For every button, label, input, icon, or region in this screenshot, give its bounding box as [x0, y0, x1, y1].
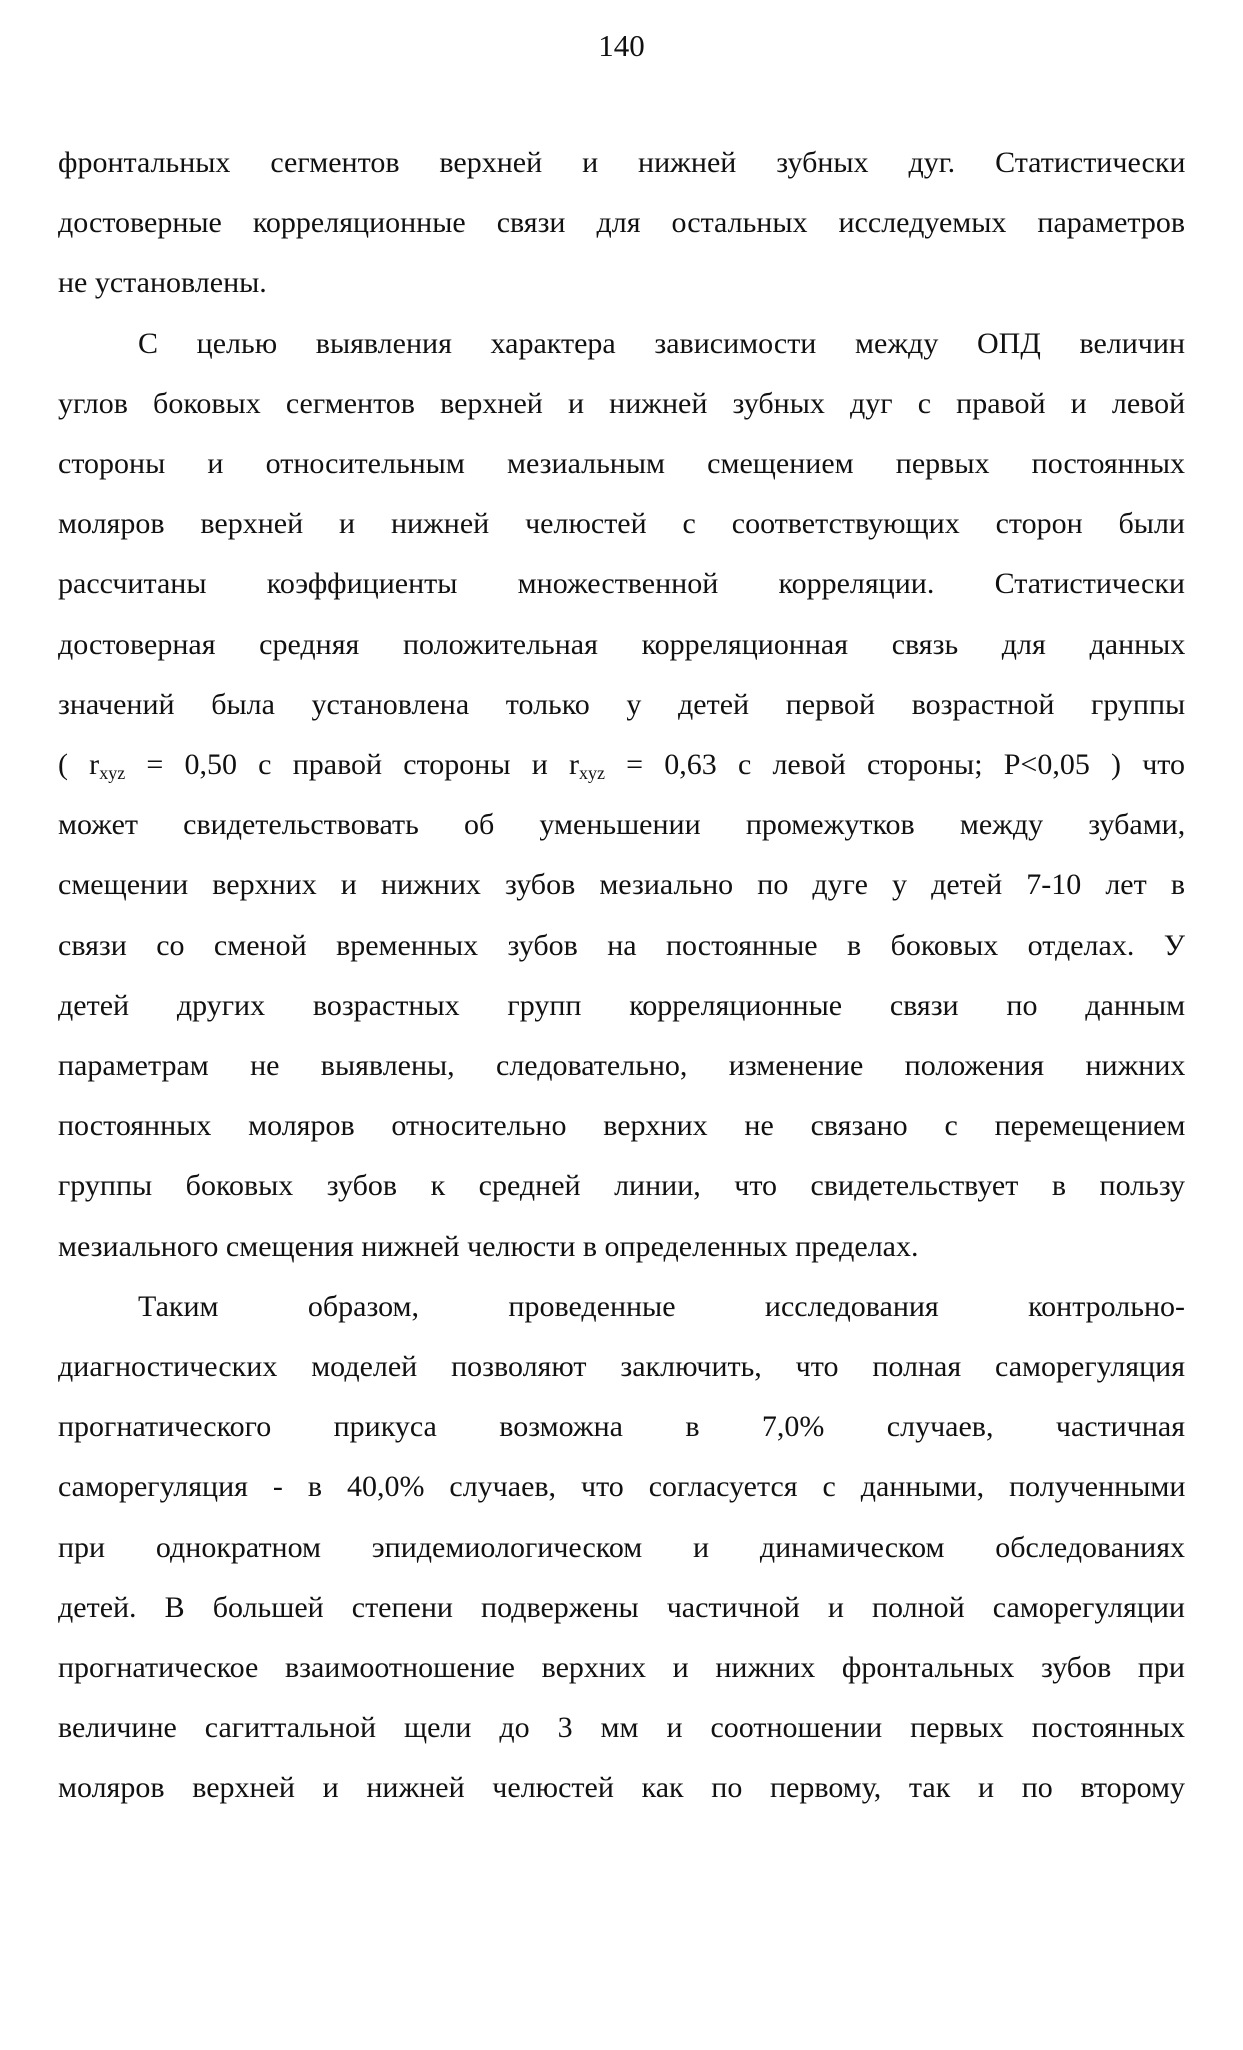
text-line: достоверные корреляционные связи для остальных исследуемых параметров	[58, 206, 1186, 240]
formula-mid-1: = 0,50 с правой стороны и r	[125, 748, 579, 782]
text-line: прогнатическое взаимоотношение верхних и нижних фронтальных зубов при	[58, 1651, 1185, 1685]
text-line: смещении верхних и нижних зубов мезиально по дуге у детей 7-10 лет в	[58, 868, 1185, 902]
text-line: параметрам не выявлены, следовательно, изменение положения нижних	[58, 1049, 1186, 1083]
formula-line	[58, 735, 1185, 795]
formula-open: ( r	[58, 748, 100, 782]
text-line: связи со сменой временных зубов на постоянные в боковых отделах. У	[58, 928, 1185, 962]
formula-mid-2: = 0,63 с левой стороны; P<0,05 ) что	[604, 748, 1186, 782]
text-line: диагностических моделей позволяют заключить, что полная саморегуляция	[58, 1350, 1185, 1384]
text-line: детей. В большей степени подвержены частичной и полной саморегуляции	[58, 1590, 1185, 1624]
subscript-xyz: xyz	[578, 763, 605, 784]
paragraph-2	[58, 314, 1185, 1277]
text-line: мезиального смещения нижней челюсти в определенных пределах.	[58, 1229, 919, 1263]
text-line: моляров верхней и нижней челюстей как по первому, так и по второму	[58, 1771, 1185, 1805]
text-line: фронтальных сегментов верхней и нижней зубных дуг. Статистически	[58, 146, 1186, 179]
text-line: величине сагиттальной щели до 3 мм и соотношении первых постоянных	[58, 1711, 1186, 1745]
text-line: рассчитаны коэффициенты множественной корреляции. Статистически	[58, 567, 1185, 601]
text-line: саморегуляция - в 40,0% случаев, что согласуется с данными, полученными	[58, 1470, 1186, 1504]
text-line: может свидетельствовать об уменьшении промежутков между зубами,	[58, 808, 1186, 842]
text-line: стороны и относительным мезиальным смещением первых постоянных	[58, 447, 1185, 481]
text-line: при однократном эпидемиологическом и динамическом обследованиях	[58, 1530, 1185, 1564]
text-line: не установлены.	[58, 266, 267, 300]
text-line: углов боковых сегментов верхней и нижней зубных дуг с правой и левой	[58, 386, 1186, 420]
body-text	[58, 133, 1185, 1819]
text-line: значений была установлена только у детей первой возрастной группы	[58, 687, 1186, 721]
paragraph-3	[58, 1277, 1185, 1819]
text-line: группы боковых зубов к средней линии, что свидетельствует в пользу	[58, 1169, 1186, 1203]
paragraph-1	[58, 133, 1185, 314]
text-line: моляров верхней и нижней челюстей с соответствующих сторон были	[58, 507, 1185, 541]
text-line: Таким образом, проведенные исследования контрольно-	[138, 1289, 1185, 1323]
text-line: С целью выявления характера зависимости между ОПД величин	[138, 326, 1185, 360]
text-line: детей других возрастных групп корреляционные связи по данным	[58, 988, 1186, 1022]
text-line: прогнатического прикуса возможна в 7,0% случаев, частичная	[58, 1410, 1185, 1444]
text-line: достоверная средняя положительная корреляционная связь для данных	[58, 627, 1186, 661]
page-number: 140	[598, 28, 645, 63]
subscript-xyz: xyz	[99, 763, 126, 784]
text-line: постоянных моляров относительно верхних не связано с перемещением	[58, 1109, 1186, 1143]
